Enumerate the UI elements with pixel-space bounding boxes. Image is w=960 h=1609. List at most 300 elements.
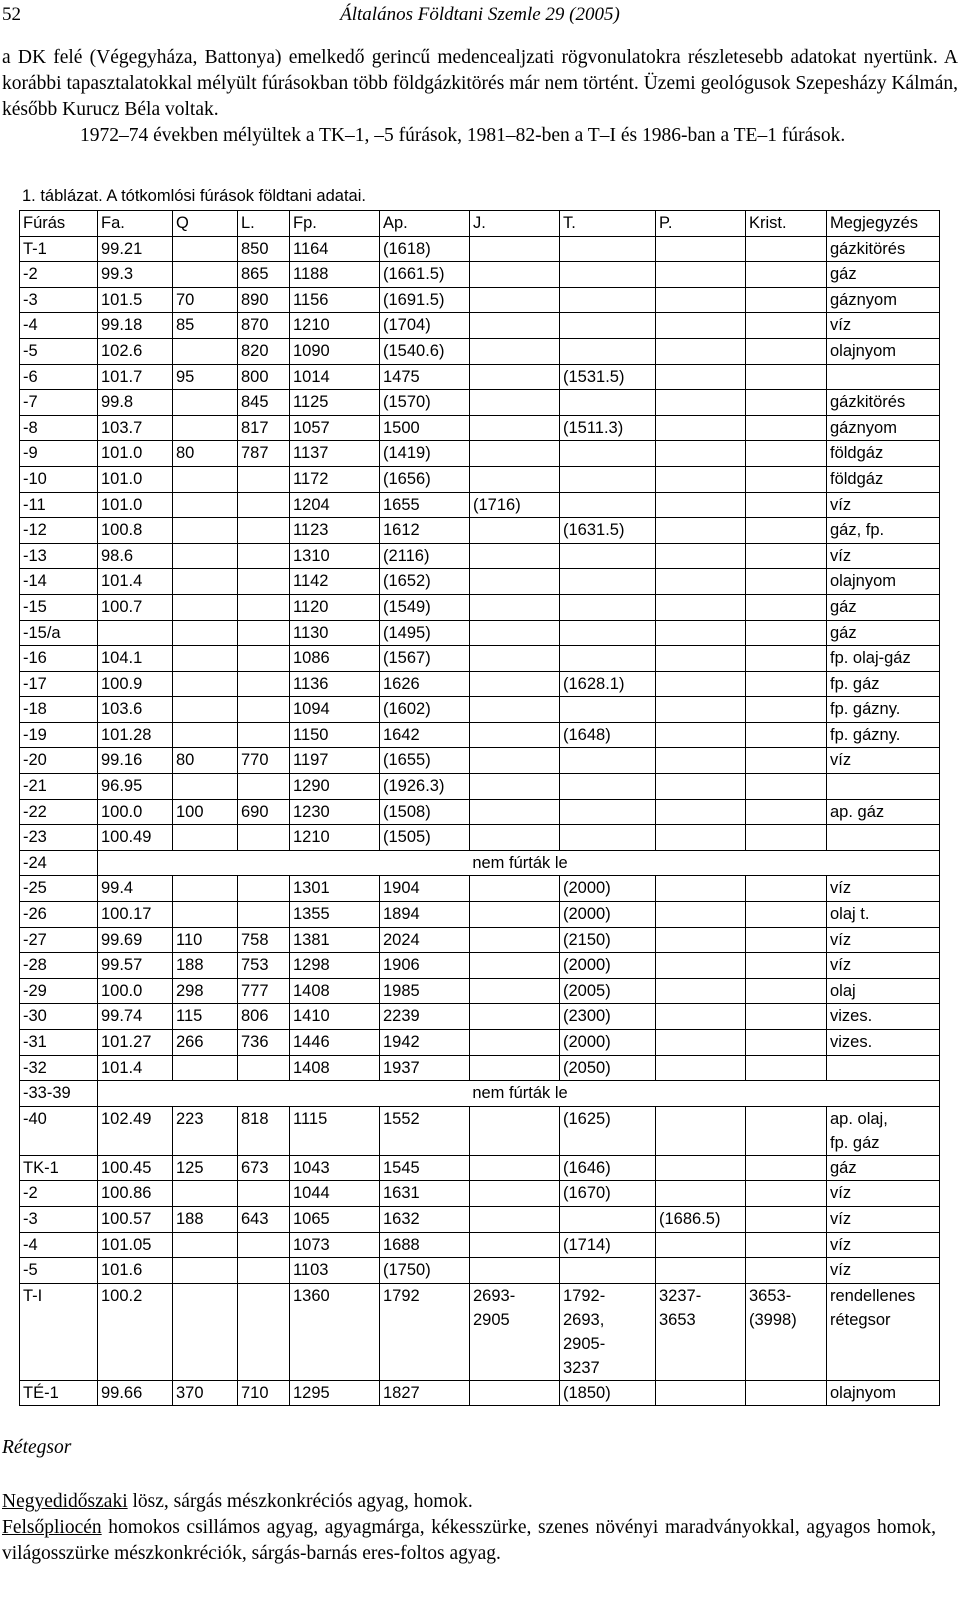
cell-line: fp. gáz: [830, 1133, 880, 1152]
table-cell: -12: [20, 518, 98, 544]
table-cell: 1632: [380, 1206, 470, 1232]
table-row: [20, 262, 940, 288]
table-cell: ap. gáz: [827, 799, 940, 825]
table-cell: 110: [173, 927, 238, 953]
table-cell: -5: [20, 1258, 98, 1284]
table-row: [20, 518, 940, 544]
table-cell: -6: [20, 364, 98, 390]
table-cell: [173, 671, 238, 697]
table-cell: 1210: [290, 313, 380, 339]
table-cell: [173, 1283, 238, 1380]
table-cell: 1552: [380, 1106, 470, 1155]
table-cell: [656, 1155, 746, 1181]
table-cell: [656, 1232, 746, 1258]
table-cell: [746, 1206, 827, 1232]
table-cell: 777: [238, 978, 290, 1004]
table-cell: [470, 338, 560, 364]
page-number: 52: [2, 4, 21, 25]
table-cell: [827, 1283, 940, 1380]
table-cell: (2050): [560, 1055, 656, 1081]
table-cell: [470, 543, 560, 569]
table-row: [20, 236, 940, 262]
table-cell: -11: [20, 492, 98, 518]
cell-line: (3998): [749, 1310, 797, 1329]
table-cell: 820: [238, 338, 290, 364]
table-cell: [238, 1181, 290, 1207]
table-cell: -15: [20, 594, 98, 620]
table-cell: 100.2: [98, 1283, 173, 1380]
table-cell: 845: [238, 390, 290, 416]
stage-term: Negyedidőszaki: [2, 1491, 128, 1512]
table-cell: [746, 825, 827, 851]
table-cell: 99.69: [98, 927, 173, 953]
column-header: Ap.: [380, 211, 470, 237]
table-cell: (1618): [380, 236, 470, 262]
table-cell: [470, 313, 560, 339]
table-cell: (1750): [380, 1258, 470, 1284]
table-cell: 101.0: [98, 441, 173, 467]
table-cell: víz: [827, 492, 940, 518]
table-cell: 1043: [290, 1155, 380, 1181]
table-cell: -19: [20, 722, 98, 748]
cell-line: 2693,: [563, 1310, 605, 1329]
table-cell: 103.6: [98, 697, 173, 723]
table-cell: -17: [20, 671, 98, 697]
column-header: Fúrás: [20, 211, 98, 237]
table-cell: [656, 646, 746, 672]
stage-term: Felsőpliocén: [2, 1517, 102, 1538]
table-cell: 643: [238, 1206, 290, 1232]
table-cell: 1156: [290, 287, 380, 313]
table-row: [20, 1106, 940, 1155]
table-cell: [560, 287, 656, 313]
table-cell: [470, 1206, 560, 1232]
table-cell: [470, 1106, 560, 1155]
table-cell: 1408: [290, 1055, 380, 1081]
table-cell: 1310: [290, 543, 380, 569]
table-cell: [656, 569, 746, 595]
table-cell: 1295: [290, 1380, 380, 1406]
table-cell: [656, 774, 746, 800]
table-cell: [560, 697, 656, 723]
table-cell: -2: [20, 1181, 98, 1207]
table-cell: (2000): [560, 1030, 656, 1056]
table-cell: 99.16: [98, 748, 173, 774]
table-cell: [656, 1283, 746, 1380]
table-cell: TK-1: [20, 1155, 98, 1181]
table-cell: 710: [238, 1380, 290, 1406]
table-cell: -2: [20, 262, 98, 288]
table-cell: [173, 262, 238, 288]
table-cell: víz: [827, 1181, 940, 1207]
table-cell: -8: [20, 415, 98, 441]
table-cell: [173, 902, 238, 928]
table-row: [20, 825, 940, 851]
table-cell: (1655): [380, 748, 470, 774]
table-cell: (1549): [380, 594, 470, 620]
table-cell: [470, 799, 560, 825]
table-cell: 1188: [290, 262, 380, 288]
table-cell: -4: [20, 313, 98, 339]
table-cell: [746, 620, 827, 646]
table-cell: 1090: [290, 338, 380, 364]
table-cell: 223: [173, 1106, 238, 1155]
table-cell: [746, 927, 827, 953]
table-cell: 99.21: [98, 236, 173, 262]
table-cell: [827, 774, 940, 800]
table-cell: [173, 594, 238, 620]
table-cell: [656, 799, 746, 825]
table-cell: gáz: [827, 262, 940, 288]
table-cell: -23: [20, 825, 98, 851]
table-row: [20, 1030, 940, 1056]
table-cell: gáz, fp.: [827, 518, 940, 544]
table-cell: [746, 799, 827, 825]
table-cell: 101.0: [98, 492, 173, 518]
table-cell: [656, 953, 746, 979]
cell-line: 3653: [659, 1310, 696, 1329]
table-cell: 1210: [290, 825, 380, 851]
table-cell: (1628.1): [560, 671, 656, 697]
table-cell: [656, 1106, 746, 1155]
table-cell: [656, 620, 746, 646]
table-cell: [746, 1258, 827, 1284]
table-cell: 1044: [290, 1181, 380, 1207]
table-cell: (1704): [380, 313, 470, 339]
table-row: [20, 441, 940, 467]
cell-line: 3237: [563, 1358, 600, 1377]
table-cell: [746, 953, 827, 979]
table-cell: [173, 825, 238, 851]
table-cell: [173, 697, 238, 723]
table-cell: [238, 620, 290, 646]
table-cell: [470, 1030, 560, 1056]
table-cell: 1130: [290, 620, 380, 646]
table-cell: 70: [173, 287, 238, 313]
table-cell: -24: [20, 850, 98, 876]
cell-line: 3653-: [749, 1286, 792, 1305]
table-cell: [470, 441, 560, 467]
table-row: [20, 927, 940, 953]
table-cell: 1381: [290, 927, 380, 953]
table-cell: 298: [173, 978, 238, 1004]
table-cell: fp. gáz: [827, 671, 940, 697]
table-cell: -3: [20, 287, 98, 313]
stage-description: lösz, sárgás mészkonkréciós agyag, homok.: [127, 1491, 473, 1512]
table-cell: 1073: [290, 1232, 380, 1258]
table-cell: [746, 646, 827, 672]
table-cell: [746, 1155, 827, 1181]
table-cell: 98.6: [98, 543, 173, 569]
table-cell: [173, 338, 238, 364]
table-cell: 870: [238, 313, 290, 339]
table-cell: [746, 364, 827, 390]
table-cell: (1648): [560, 722, 656, 748]
table-cell: -40: [20, 1106, 98, 1155]
table-cell: 1125: [290, 390, 380, 416]
table-cell: 100.9: [98, 671, 173, 697]
table-row: [20, 1081, 940, 1107]
table-cell: [560, 594, 656, 620]
table-cell: 99.74: [98, 1004, 173, 1030]
table-cell: [173, 774, 238, 800]
table-cell: [560, 825, 656, 851]
table-cell: [656, 1030, 746, 1056]
table-cell: 1172: [290, 466, 380, 492]
table-cell: [238, 543, 290, 569]
table-cell: [746, 876, 827, 902]
table-cell: 1894: [380, 902, 470, 928]
table-cell: 673: [238, 1155, 290, 1181]
table-cell: [173, 620, 238, 646]
table-row: [20, 1206, 940, 1232]
table-cell: 99.66: [98, 1380, 173, 1406]
table-cell: 1115: [290, 1106, 380, 1155]
table-row: [20, 492, 940, 518]
cell-line: 3237-: [659, 1286, 702, 1305]
boreholes-table: [19, 210, 940, 1406]
table-cell: 2239: [380, 1004, 470, 1030]
table-cell: (1686.5): [656, 1206, 746, 1232]
table-cell: olaj: [827, 978, 940, 1004]
table-cell: [470, 1004, 560, 1030]
table-cell: [238, 722, 290, 748]
table-cell: 1655: [380, 492, 470, 518]
table-cell: (2116): [380, 543, 470, 569]
table-cell: [470, 518, 560, 544]
table-cell: 101.0: [98, 466, 173, 492]
table-cell: 1057: [290, 415, 380, 441]
table-cell: (1661.5): [380, 262, 470, 288]
table-cell: [238, 1055, 290, 1081]
table-row: [20, 1380, 940, 1406]
stratigraphy-text: [2, 1489, 936, 1567]
table-cell: 787: [238, 441, 290, 467]
table-cell: víz: [827, 543, 940, 569]
table-cell: [560, 569, 656, 595]
table-row: [20, 338, 940, 364]
table-cell: [238, 1232, 290, 1258]
table-cell: (1625): [560, 1106, 656, 1155]
table-cell: gáznyom: [827, 287, 940, 313]
table-cell: [656, 1258, 746, 1284]
table-cell: [173, 492, 238, 518]
table-cell: 1906: [380, 953, 470, 979]
table-cell: (1670): [560, 1181, 656, 1207]
table-cell: 101.27: [98, 1030, 173, 1056]
table-cell: [173, 1232, 238, 1258]
table-cell: [560, 543, 656, 569]
table-cell: [560, 646, 656, 672]
table-cell: -7: [20, 390, 98, 416]
table-cell: 100.0: [98, 799, 173, 825]
table-cell: -10: [20, 466, 98, 492]
table-cell: [238, 646, 290, 672]
table-cell: 100.7: [98, 594, 173, 620]
table-cell: 370: [173, 1380, 238, 1406]
table-cell: [173, 543, 238, 569]
table-cell: olajnyom: [827, 338, 940, 364]
table-cell: [238, 518, 290, 544]
table-cell: [560, 1283, 656, 1380]
table-cell: [470, 697, 560, 723]
table-cell: 125: [173, 1155, 238, 1181]
table-cell: [746, 287, 827, 313]
table-cell: [173, 722, 238, 748]
table-cell: 100.0: [98, 978, 173, 1004]
table-cell: [470, 953, 560, 979]
table-cell: (2005): [560, 978, 656, 1004]
table-cell: [656, 1380, 746, 1406]
table-cell: [560, 338, 656, 364]
table-cell: [173, 1258, 238, 1284]
table-cell: [470, 1181, 560, 1207]
table-cell: [746, 390, 827, 416]
table-cell: (1631.5): [560, 518, 656, 544]
table-cell: (2000): [560, 953, 656, 979]
table-cell: (1540.6): [380, 338, 470, 364]
table-cell: [238, 466, 290, 492]
table-cell: [470, 902, 560, 928]
table-cell: [470, 722, 560, 748]
table-cell: 100.17: [98, 902, 173, 928]
table-row: [20, 569, 940, 595]
table-cell: [470, 390, 560, 416]
table-cell: 1827: [380, 1380, 470, 1406]
cell-line: rendellenes: [830, 1286, 916, 1305]
table-cell: [173, 466, 238, 492]
table-cell: gáz: [827, 594, 940, 620]
table-cell: (1495): [380, 620, 470, 646]
table-row: [20, 671, 940, 697]
intro-paragraph: a DK felé (Végegyháza, Battonya) emelkedő gerincű medencealjzati rögvonulatokra részletesebb adatokat nyertünk. A korábbi tapasztalatokkal mélyült fúrásokban több földgázkitörés már nem történt. Üzemi geológusok Szepesházy Kálmán, később Kurucz Béla voltak.: [2, 47, 958, 120]
table-row: [20, 748, 940, 774]
table-cell: (2150): [560, 927, 656, 953]
strat-line: [2, 1515, 936, 1567]
table-cell: [470, 1283, 560, 1380]
table-row: [20, 1283, 940, 1380]
table-cell: 817: [238, 415, 290, 441]
table-cell: (1508): [380, 799, 470, 825]
table-cell: 1298: [290, 953, 380, 979]
table-cell: [173, 646, 238, 672]
table-cell: víz: [827, 1232, 940, 1258]
table-row: [20, 1258, 940, 1284]
table-cell: -18: [20, 697, 98, 723]
table-cell: [173, 518, 238, 544]
table-row: [20, 722, 940, 748]
table-cell: [560, 492, 656, 518]
table-cell: [656, 1004, 746, 1030]
table-cell: -30: [20, 1004, 98, 1030]
table-cell: víz: [827, 876, 940, 902]
table-cell: [560, 236, 656, 262]
table-cell: [560, 262, 656, 288]
table-cell: 1985: [380, 978, 470, 1004]
column-header: P.: [656, 211, 746, 237]
table-cell: [746, 748, 827, 774]
table-cell: 266: [173, 1030, 238, 1056]
table-cell: 85: [173, 313, 238, 339]
table-cell: 1230: [290, 799, 380, 825]
table-row: [20, 415, 940, 441]
table-cell: [656, 415, 746, 441]
table-cell: [746, 671, 827, 697]
table-cell: [656, 543, 746, 569]
table-cell: 890: [238, 287, 290, 313]
table-cell: [746, 1380, 827, 1406]
table-cell: [560, 799, 656, 825]
table-cell: 1137: [290, 441, 380, 467]
table-cell: [746, 415, 827, 441]
table-cell: 101.4: [98, 1055, 173, 1081]
table-cell: [238, 876, 290, 902]
table-cell: 96.95: [98, 774, 173, 800]
table-cell: 1355: [290, 902, 380, 928]
table-cell: 806: [238, 1004, 290, 1030]
table-cell: [560, 441, 656, 467]
table-row: [20, 594, 940, 620]
table-cell: víz: [827, 1258, 940, 1284]
table-row: [20, 646, 940, 672]
table-cell: [470, 364, 560, 390]
table-cell: gáz: [827, 1155, 940, 1181]
table-cell: 758: [238, 927, 290, 953]
table-cell: [656, 287, 746, 313]
table-cell: 188: [173, 1206, 238, 1232]
table-cell: -15/a: [20, 620, 98, 646]
table-cell: -4: [20, 1232, 98, 1258]
table-cell: (1419): [380, 441, 470, 467]
table-cell: [238, 825, 290, 851]
table-cell: [560, 313, 656, 339]
table-cell: [470, 415, 560, 441]
table-cell: -13: [20, 543, 98, 569]
table-cell: [470, 927, 560, 953]
table-cell: [470, 287, 560, 313]
table-cell: [238, 671, 290, 697]
table-cell: -20: [20, 748, 98, 774]
table-cell: (1602): [380, 697, 470, 723]
table-cell: 100.8: [98, 518, 173, 544]
table-cell: -33-39: [20, 1081, 98, 1107]
cell-line: 1792-: [563, 1286, 606, 1305]
table-cell: 104.1: [98, 646, 173, 672]
table-cell: 1612: [380, 518, 470, 544]
table-cell: [470, 569, 560, 595]
table-cell: 1014: [290, 364, 380, 390]
table-cell: T-1: [20, 236, 98, 262]
column-header: Fp.: [290, 211, 380, 237]
table-cell: 865: [238, 262, 290, 288]
table-cell: 1904: [380, 876, 470, 902]
table-cell: -14: [20, 569, 98, 595]
table-cell: (2000): [560, 902, 656, 928]
table-cell: 103.7: [98, 415, 173, 441]
table-row: [20, 876, 940, 902]
table-cell: [746, 1232, 827, 1258]
table-cell: (1567): [380, 646, 470, 672]
table-cell: 188: [173, 953, 238, 979]
table-cell: (1926.3): [380, 774, 470, 800]
table-cell: [470, 1380, 560, 1406]
column-header: Fa.: [98, 211, 173, 237]
table-cell: [656, 364, 746, 390]
table-cell: 101.4: [98, 569, 173, 595]
table-cell: [238, 774, 290, 800]
table-cell: [746, 262, 827, 288]
table-cell: gáznyom: [827, 415, 940, 441]
